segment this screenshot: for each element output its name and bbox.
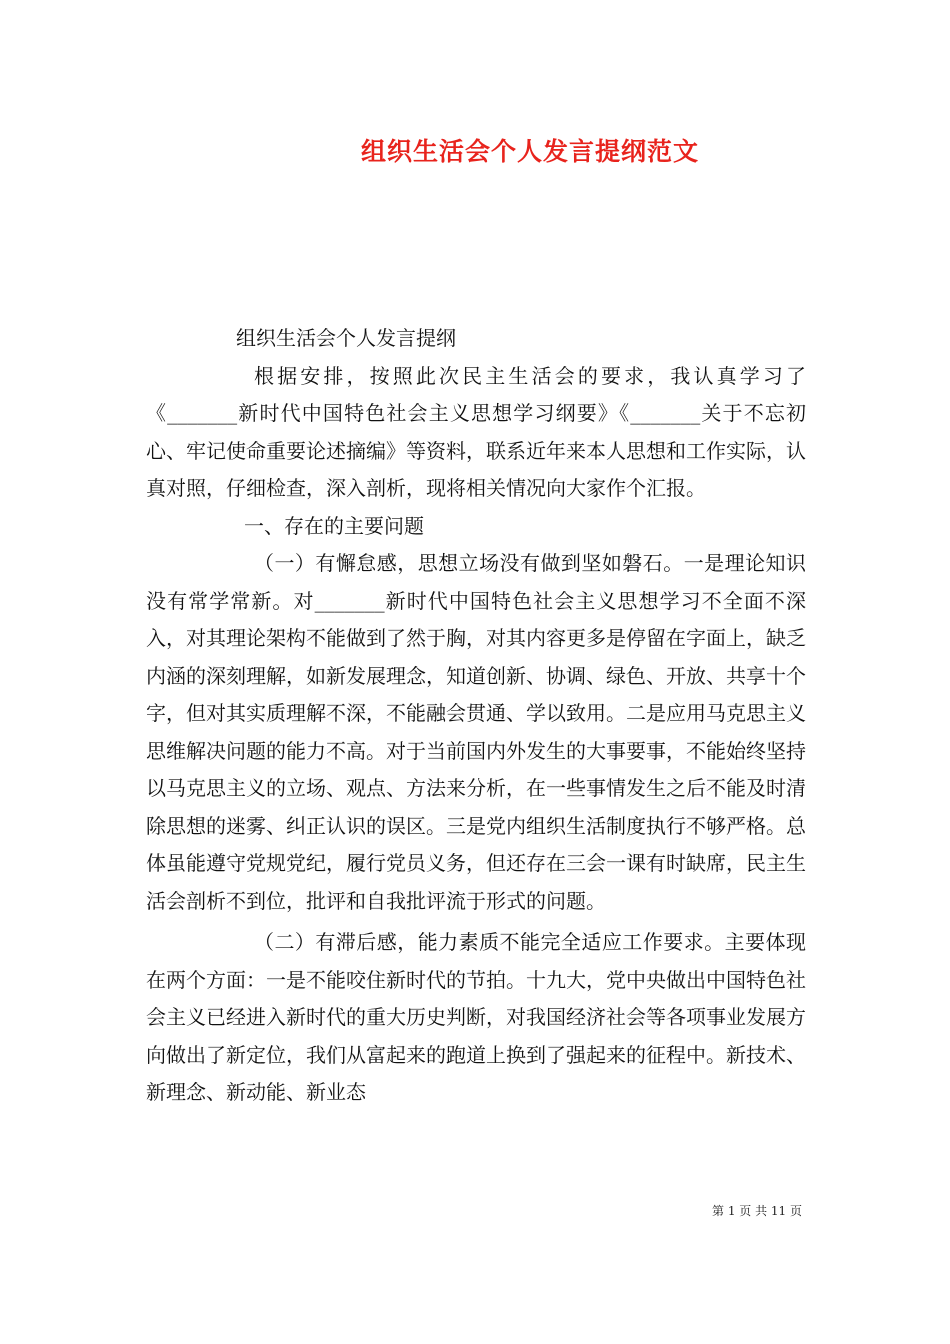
paragraph-intro: 根据安排，按照此次民主生活会的要求，我认真学习了《_______新时代中国特色社会主义思想学习纲要》《_______关于不忘初心、牢记使命重要论述摘编》等资料，联系近年来本人思想和工作实际，认真对照，仔细检查，深入剖析，现将相关情况向大家作个汇报。 [146,363,806,500]
document-title: 组织生活会个人发言提纲范文 [360,137,699,166]
paragraph-problem-2: （二）有滞后感，能力素质不能完全适应工作要求。主要体现在两个方面：一是不能咬住新时代的节拍。十九大，党中央做出中国特色社会主义已经进入新时代的重大历史判断，对我国经济社会等各项事业发展方向做出了新定位，我们从富起来的跑道上换到了强起来的征程中。新技术、新理念、新动能、新业态 [146,930,806,1104]
document-subtitle: 组织生活会个人发言提纲 [236,326,456,350]
section-heading: 一、存在的主要问题 [244,513,424,538]
paragraph-problem-1: （一）有懈怠感，思想立场没有做到坚如磐石。一是理论知识没有常学常新。对_______新时代中国特色社会主义思想学习不全面不深入，对其理论架构不能做到了然于胸，对其内容更多是停留在字面上，缺乏内涵的深刻理解，如新发展理念，知道创新、协调、绿色、开放、共享十个字，但对其实质理解不深，不能融会贯通、学以致用。二是应用马克思主义思维解决问题的能力不高。对于当前国内外发生的大事要事，不能始终坚持以马克思主义的立场、观点、方法来分析，在一些事情发生之后不能及时清除思想的迷雾、纠正认识的误区。三是党内组织生活制度执行不够严格。总体虽能遵守党规党纪，履行党员义务，但还存在三会一课有时缺席，民主生活会剖析不到位，批评和自我批评流于形式的问题。 [146,551,806,913]
page-number: 第 1 页 共 11 页 [712,1204,802,1218]
document-body [146,320,806,1112]
